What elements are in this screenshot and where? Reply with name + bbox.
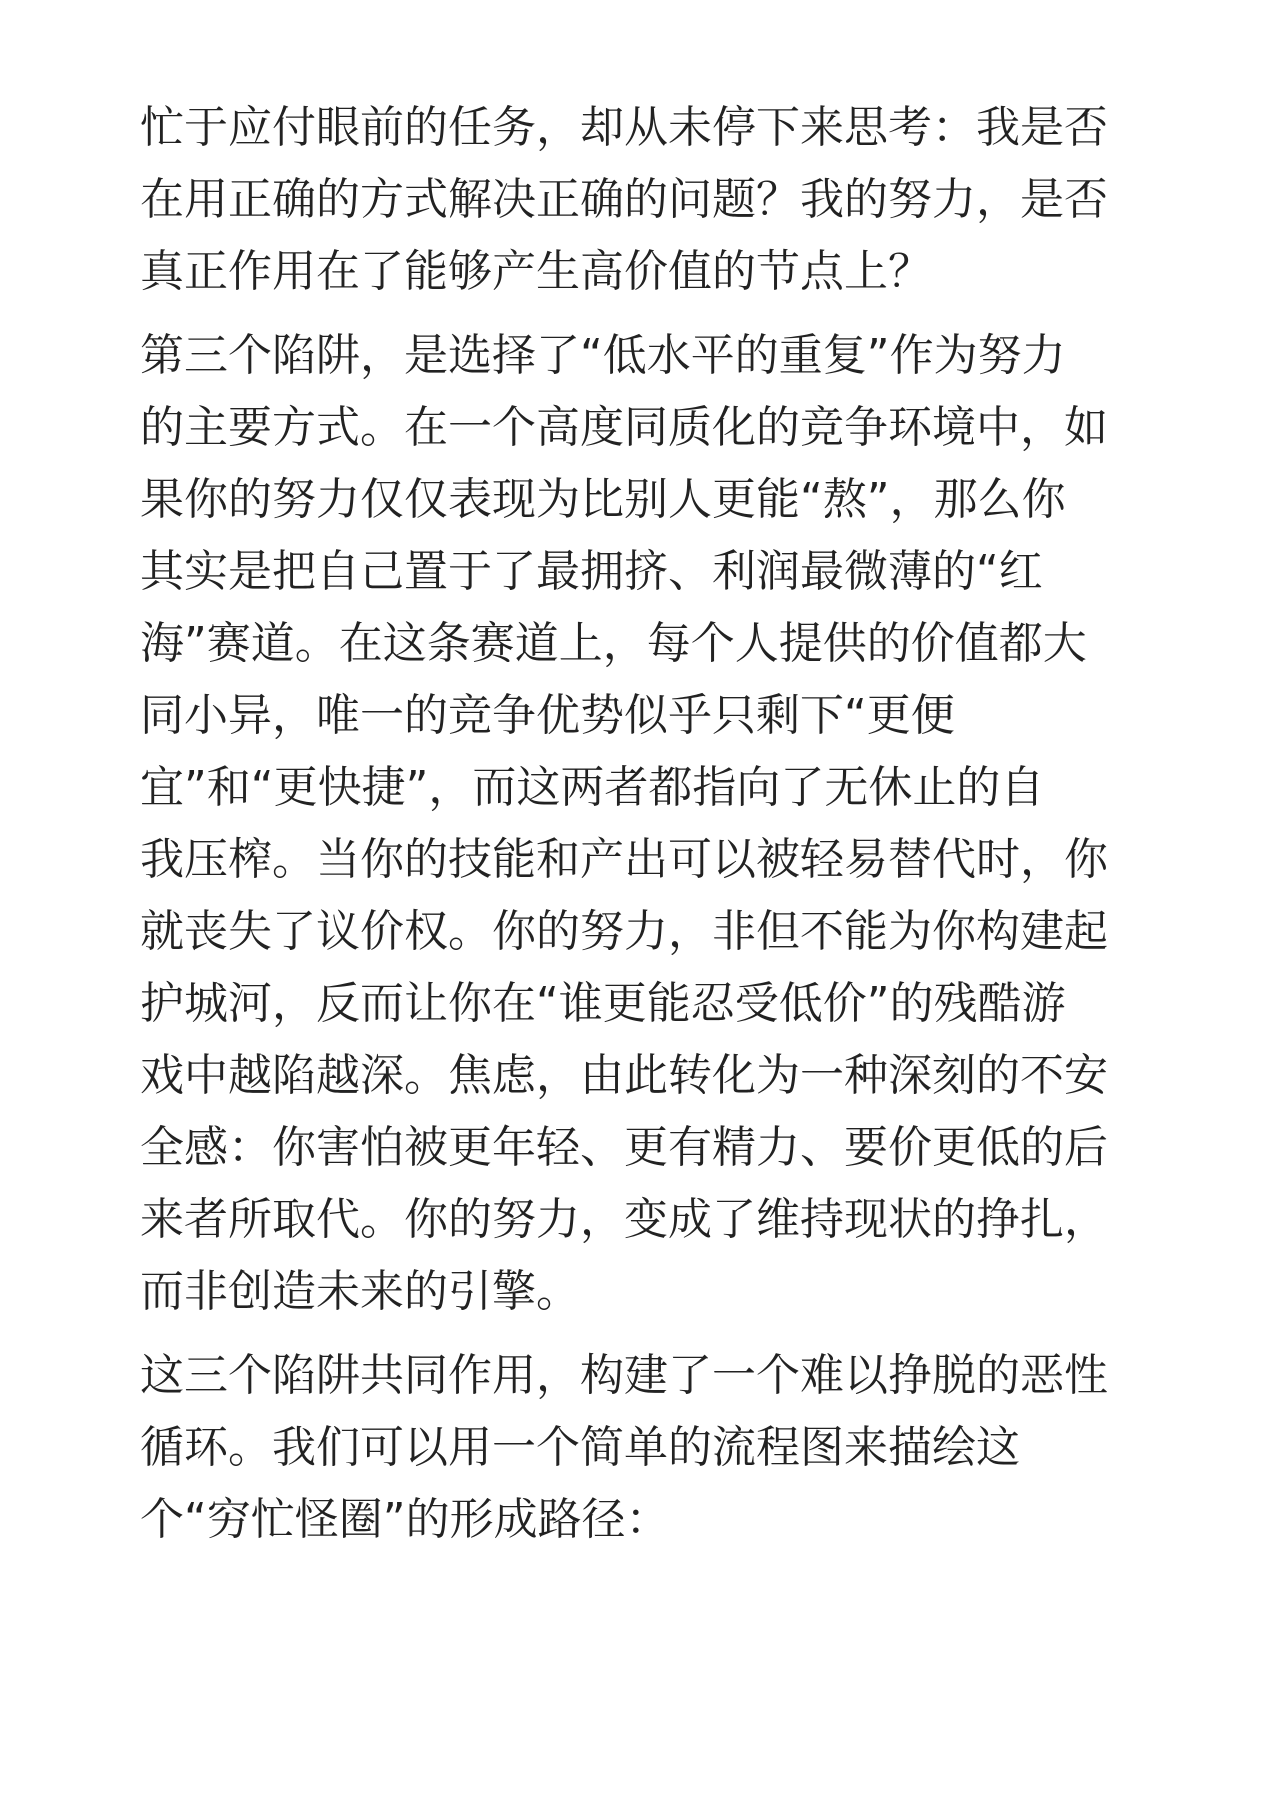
paragraph-2	[140, 320, 1140, 1328]
text-line: 循环。我们可以用一个简单的流程图来描绘这	[140, 1422, 1020, 1473]
text-line: 而非创造未来的引擎。	[140, 1266, 580, 1317]
text-line: 在用正确的方式解决正确的问题？我的努力，是否	[140, 174, 1108, 225]
text-line: 忙于应付眼前的任务，却从未停下来思考：我是否	[140, 102, 1108, 153]
text-line: 海”赛道。在这条赛道上，每个人提供的价值都大	[140, 618, 1087, 669]
text-line: 我压榨。当你的技能和产出可以被轻易替代时，你	[140, 834, 1108, 885]
paragraph-spacer	[140, 1328, 1140, 1340]
text-line: 就丧失了议价权。你的努力，非但不能为你构建起	[140, 906, 1108, 957]
document-page	[140, 92, 1140, 1556]
text-line: 来者所取代。你的努力，变成了维持现状的挣扎，	[140, 1194, 1108, 1245]
paragraph-spacer	[140, 308, 1140, 320]
text-line: 全感：你害怕被更年轻、更有精力、要价更低的后	[140, 1122, 1108, 1173]
text-line: 的主要方式。在一个高度同质化的竞争环境中，如	[140, 402, 1108, 453]
text-line: 真正作用在了能够产生高价值的节点上？	[140, 246, 932, 297]
text-line: 第三个陷阱，是选择了“低水平的重复”作为努力	[140, 330, 1066, 381]
text-line: 这三个陷阱共同作用，构建了一个难以挣脱的恶性	[140, 1350, 1108, 1401]
text-line: 个“穷忙怪圈”的形成路径：	[140, 1494, 670, 1545]
paragraph-3	[140, 1340, 1140, 1556]
text-line: 戏中越陷越深。焦虑，由此转化为一种深刻的不安	[140, 1050, 1108, 1101]
text-line: 护城河，反而让你在“谁更能忍受低价”的残酷游	[140, 978, 1066, 1029]
paragraph-1	[140, 92, 1140, 308]
text-line: 其实是把自己置于了最拥挤、利润最微薄的“红	[140, 546, 1043, 597]
text-line: 宜”和“更快捷”，而这两者都指向了无休止的自	[140, 762, 1045, 813]
text-line: 果你的努力仅仅表现为比别人更能“熬”，那么你	[140, 474, 1066, 525]
text-line: 同小异，唯一的竞争优势似乎只剩下“更便	[140, 690, 955, 741]
